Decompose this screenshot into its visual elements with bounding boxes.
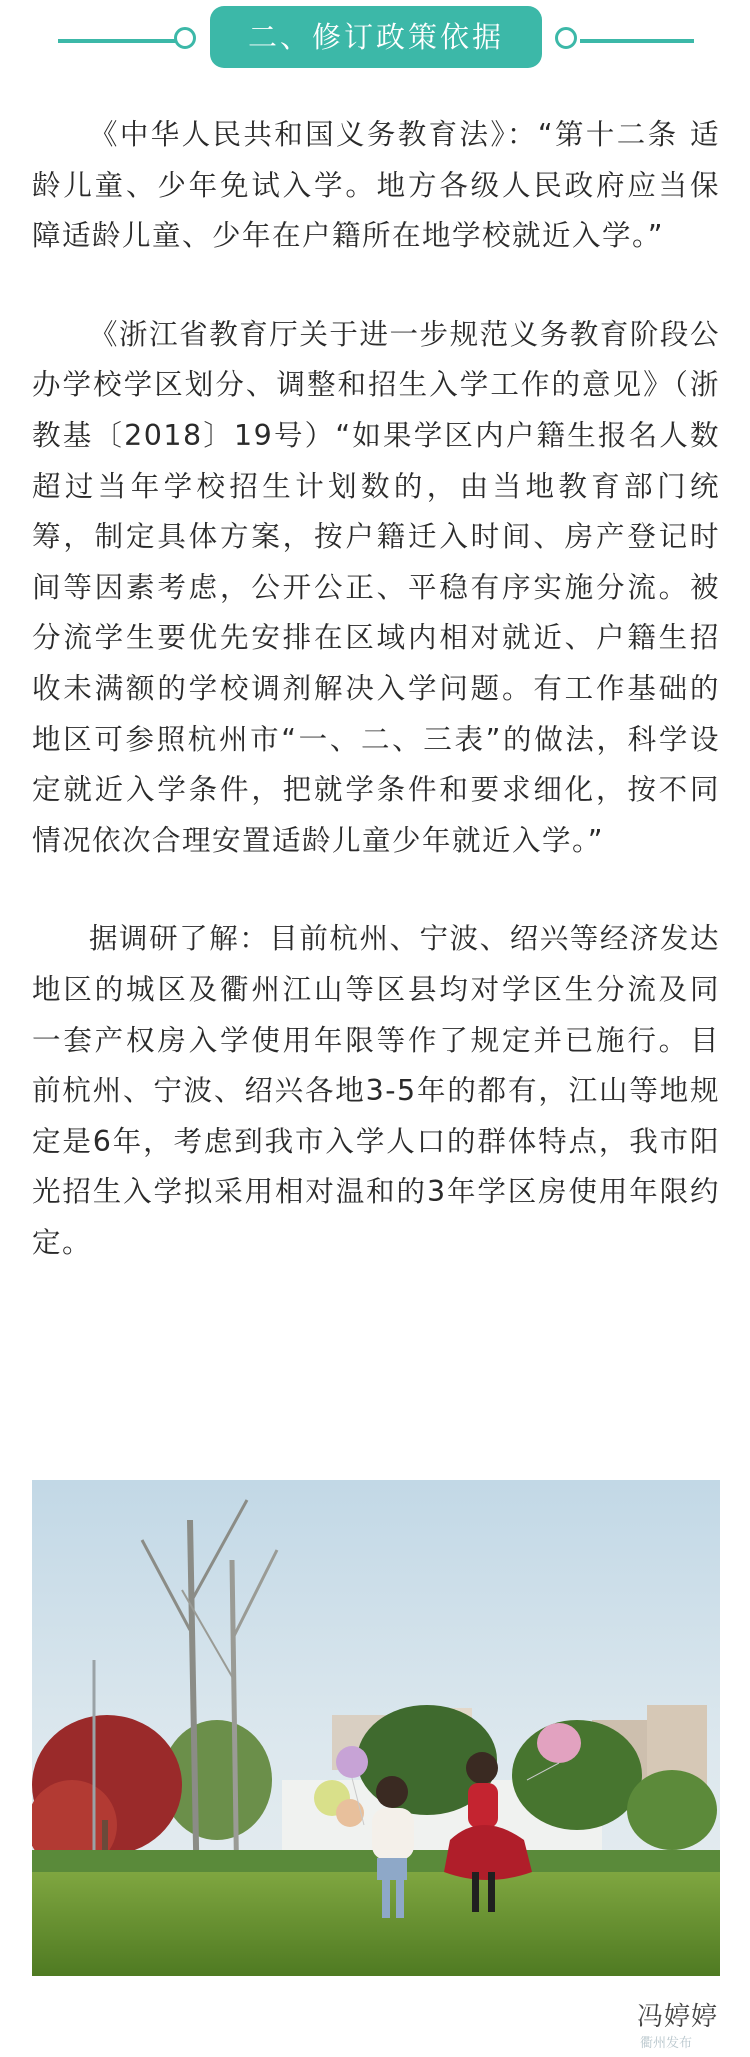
paragraph-research-findings: 据调研了解：目前杭州、宁波、绍兴等经济发达地区的城区及衢州江山等区县均对学区生分流及同一套产权房入学使用年限等作了规定并已施行。目前杭州、宁波、绍兴各地3-5年的都有，江山等地规定是6年，考虑到我市入学人口的群体特点，我市阳光招生入学拟采用相对温和的3年学区房使用年限约定。 bbox=[32, 922, 720, 1259]
header-circle-left bbox=[174, 27, 196, 49]
header-divider-right bbox=[580, 39, 694, 43]
photo-credit: 冯婷婷 bbox=[636, 2002, 718, 2032]
article-body bbox=[32, 110, 720, 1316]
section-title: 二、修订政策依据 bbox=[210, 6, 542, 68]
children-balloons-photo bbox=[32, 1480, 720, 1976]
header-circle-right bbox=[555, 27, 577, 49]
header-divider-left bbox=[58, 39, 177, 43]
section-header bbox=[0, 0, 750, 78]
paragraph-zhejiang-policy: 《浙江省教育厅关于进一步规范义务教育阶段公办学校学区划分、调整和招生入学工作的意见》（浙教基〔2018〕19号）“如果学区内户籍生报名人数超过当年学校招生计划数的，由当地教育部门统筹，制定具体方案，按户籍迁入时间、房产登记时间等因素考虑，公开公正、平稳有序实施分流。被分流学生要优先安排在区域内相对就近、户籍生招收未满额的学校调剂解决入学问题。有工作基础的地区可参照杭州市“一、二、三表”的做法，科学设定就近入学条件，把就学条件和要求细化，按不同情况依次合理安置适龄儿童少年就近入学。” bbox=[32, 317, 720, 857]
paragraph-compulsory-education-law: 《中华人民共和国义务教育法》：“第十二条 适龄儿童、少年免试入学。地方各级人民政府应当保障适龄儿童、少年在户籍所在地学校就近入学。” bbox=[32, 118, 720, 253]
watermark: 衢州发布 bbox=[640, 2036, 693, 2051]
